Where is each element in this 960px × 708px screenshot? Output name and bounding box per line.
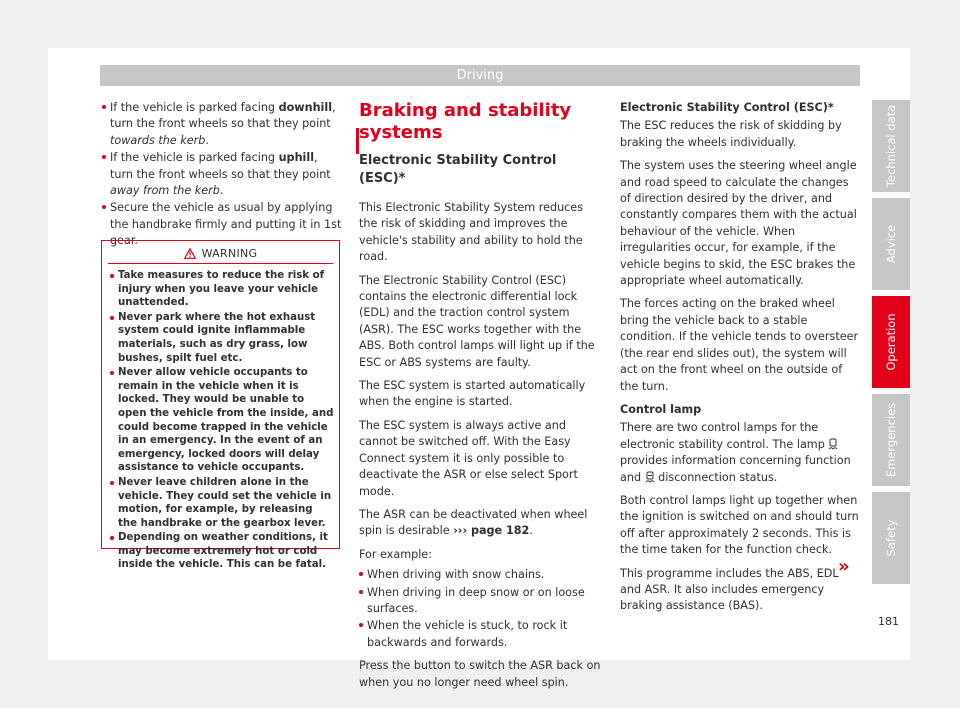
esc-lamp-icon [828, 438, 838, 450]
warning-divider [108, 263, 333, 264]
list-item: If the vehicle is parked facing uphill, turn the front wheels so that they point away from the kerb. [102, 150, 342, 199]
tab-operation[interactable]: Operation [872, 296, 910, 388]
esc-off-lamp-icon [645, 471, 655, 483]
column-3 [620, 100, 860, 622]
list-item: When driving in deep snow or on loose surfaces. [359, 585, 601, 618]
tab-emergencies[interactable]: Emergencies [872, 394, 910, 486]
paragraph: The Electronic Stability Control (ESC) contains the electronic differential lock (EDL) and the traction control system (ASR). The ESC works together with the ABS. Both control lamps will light up if the ESC or ABS systems are faulty. [359, 273, 595, 369]
paragraph: Press the button to switch the ASR back on when you no longer need wheel spin. [359, 659, 601, 689]
list-item: When the vehicle is stuck, to rock it backwards and forwards. [359, 618, 601, 651]
continue-arrow: » [838, 556, 850, 577]
warning-item: Take measures to reduce the risk of injury when you leave your vehicle unattended. [110, 269, 334, 310]
header-title: Driving [456, 68, 504, 83]
paragraph: The ESC reduces the risk of skidding by braking the wheels individually. [620, 119, 842, 149]
tab-technical-data[interactable]: Technical data [872, 100, 910, 192]
section-title: Braking and stability systems [359, 100, 572, 143]
column-2 [359, 100, 601, 698]
paragraph: The ESC system is always active and cannot be switched off. With the Easy Connect system it is only possible to deactivate the ASR or else select Sport mode. [359, 418, 578, 498]
page-number: 181 [878, 615, 899, 628]
tab-safety[interactable]: Safety [872, 492, 910, 584]
paragraph: The system uses the steering wheel angle and road speed to calculate the changes of direction desired by the driver, and constantly compares them with the actual behaviour of the vehicle. When irregularities occur, for example, if the vehicle begins to skid, the ESC brakes the appropriate wheel automatically. [620, 159, 857, 288]
warning-item: Depending on weather conditions, it may become extremely hot or cold inside the vehicle. This can be fatal. [110, 531, 334, 572]
paragraph: The ASR can be deactivated when wheel spin is desirable ››› page 182. [359, 507, 588, 538]
list-item: If the vehicle is parked facing downhill, turn the front wheels so that they point towards the kerb. [102, 100, 342, 149]
warning-item: Never leave children alone in the vehicle. They could set the vehicle in motion, for example, by releasing the handbrake or the gearbox lever. [110, 476, 334, 530]
paragraph: For example: [359, 547, 432, 561]
heading: Control lamp [620, 402, 702, 416]
warning-box [101, 240, 340, 571]
warning-item: Never allow vehicle occupants to remain in the vehicle when it is locked. They would be unable to open the vehicle from the inside, and could become trapped in the vehicle in an emergency. In the event of an emergency, locked doors will delay assistance to vehicle occupants. [110, 366, 334, 475]
warning-triangle-icon [184, 248, 196, 259]
paragraph: Both control lamps light up together when the ignition is switched on and should turn off after approximately 2 seconds. This is the time taken for the function check. [620, 493, 859, 557]
paragraph: The forces acting on the braked wheel bring the vehicle back to a stable condition. If the vehicle tends to oversteer (the rear end slides out), the system will act on the front wheel on the outside of the turn. [620, 297, 859, 393]
tab-advice[interactable]: Advice [872, 198, 910, 290]
list-item: Secure the vehicle as usual by applying the handbrake firmly and putting it in 1st gear. [102, 200, 342, 249]
page-header [100, 65, 860, 86]
heading: Electronic Stability Control (ESC)* [620, 101, 834, 114]
page-reference-link[interactable]: ››› page 182 [453, 524, 530, 538]
warning-item: Never park where the hot exhaust system could ignite inflammable materials, such as dry grass, low bushes, spilt fuel etc. [110, 311, 334, 365]
paragraph: This programme includes the ABS, EDL and ASR. It also includes emergency braking assistance (BAS). [620, 566, 839, 613]
warning-list [110, 269, 334, 573]
paragraph: This Electronic Stability System reduces the risk of skidding and improves the vehicle's stability and ability to hold the road. [359, 201, 584, 264]
subsection-title: Electronic Stability Control (ESC)* [359, 153, 557, 186]
warning-title: WARNING [102, 247, 339, 260]
list-item: When driving with snow chains. [359, 567, 601, 583]
column-1 [102, 100, 342, 251]
paragraph: There are two control lamps for the electronic stability control. The lamp provides information concerning function and disconnection status. [620, 421, 851, 484]
paragraph: The ESC system is started automatically when the engine is started. [359, 379, 586, 409]
